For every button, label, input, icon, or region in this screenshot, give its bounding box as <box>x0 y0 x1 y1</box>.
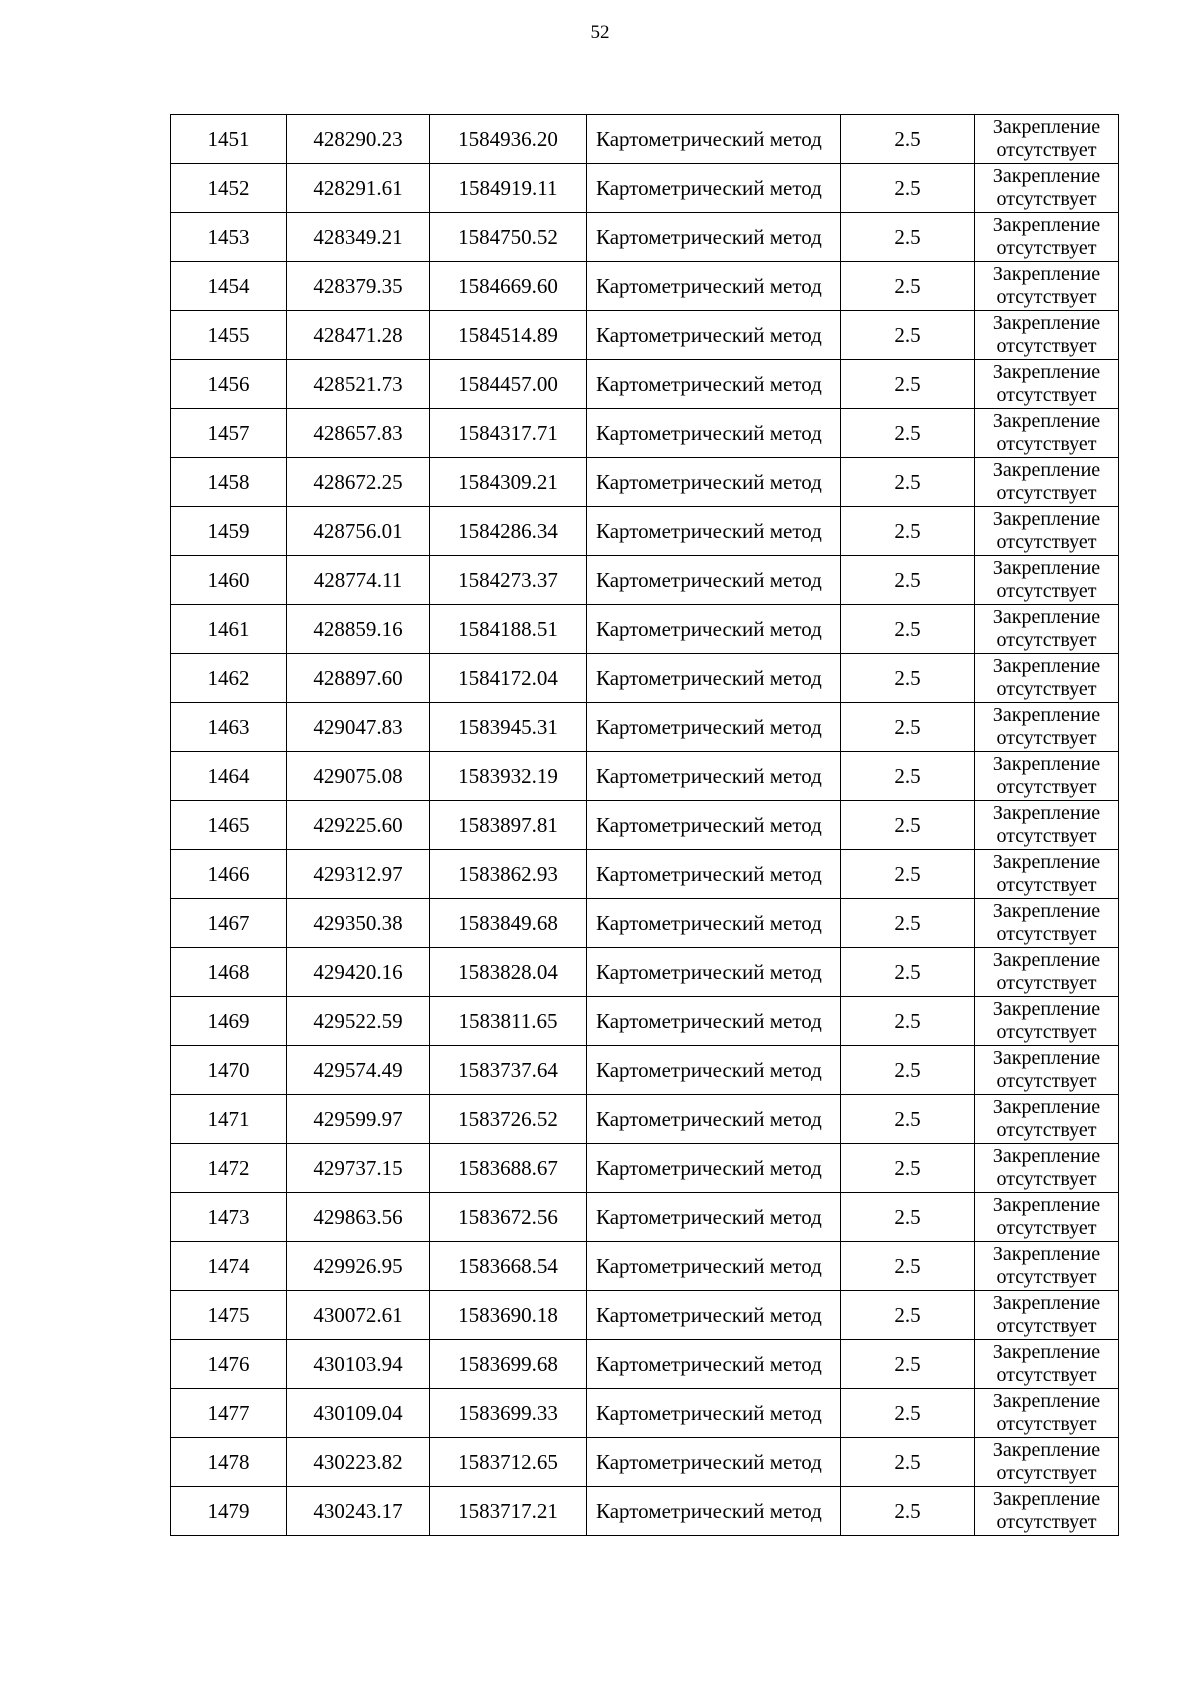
y-coordinate-cell: 1583690.18 <box>430 1291 587 1340</box>
fixing-text-line: Закрепление <box>992 704 1101 726</box>
fixing-text-line: отсутствует <box>996 776 1097 798</box>
point-number-cell: 1456 <box>171 360 287 409</box>
fixing-text-line: отсутствует <box>996 678 1097 700</box>
point-number-cell: 1453 <box>171 213 287 262</box>
fixing-text-line: Закрепление <box>992 557 1101 579</box>
x-coordinate-cell: 428774.11 <box>287 556 430 605</box>
point-number-cell: 1474 <box>171 1242 287 1291</box>
y-coordinate-cell: 1584750.52 <box>430 213 587 262</box>
fixing-cell <box>975 311 1119 360</box>
y-coordinate-cell: 1583862.93 <box>430 850 587 899</box>
point-number-cell: 1464 <box>171 752 287 801</box>
method-cell: Картометрический метод <box>587 703 841 752</box>
method-cell: Картометрический метод <box>587 948 841 997</box>
table-row <box>171 115 1119 164</box>
fixing-text-line: Закрепление <box>992 1194 1101 1216</box>
accuracy-cell: 2.5 <box>841 115 975 164</box>
fixing-text-line: отсутствует <box>996 1168 1097 1190</box>
x-coordinate-cell: 429075.08 <box>287 752 430 801</box>
fixing-text-line: Закрепление <box>992 1439 1101 1461</box>
fixing-cell <box>975 1046 1119 1095</box>
table-row <box>171 458 1119 507</box>
fixing-text-line: отсутствует <box>996 1511 1097 1533</box>
accuracy-cell: 2.5 <box>841 605 975 654</box>
point-number-cell: 1459 <box>171 507 287 556</box>
fixing-cell <box>975 1487 1119 1536</box>
accuracy-cell: 2.5 <box>841 997 975 1046</box>
fixing-text-line: Закрепление <box>992 508 1101 530</box>
fixing-text-line: отсутствует <box>996 580 1097 602</box>
fixing-cell <box>975 115 1119 164</box>
method-cell: Картометрический метод <box>587 605 841 654</box>
table-row <box>171 1340 1119 1389</box>
fixing-text-line: отсутствует <box>996 972 1097 994</box>
fixing-cell <box>975 899 1119 948</box>
fixing-cell <box>975 997 1119 1046</box>
fixing-cell <box>975 1291 1119 1340</box>
fixing-cell <box>975 948 1119 997</box>
method-cell: Картометрический метод <box>587 1242 841 1291</box>
fixing-text-line: отсутствует <box>996 384 1097 406</box>
coordinates-table <box>170 114 1119 1536</box>
table-row <box>171 752 1119 801</box>
accuracy-cell: 2.5 <box>841 654 975 703</box>
x-coordinate-cell: 428897.60 <box>287 654 430 703</box>
fixing-cell <box>975 605 1119 654</box>
table-row <box>171 409 1119 458</box>
method-cell: Картометрический метод <box>587 409 841 458</box>
fixing-cell <box>975 164 1119 213</box>
accuracy-cell: 2.5 <box>841 1340 975 1389</box>
accuracy-cell: 2.5 <box>841 1438 975 1487</box>
accuracy-cell: 2.5 <box>841 262 975 311</box>
fixing-text-line: Закрепление <box>992 1096 1101 1118</box>
table-row <box>171 948 1119 997</box>
method-cell: Картометрический метод <box>587 164 841 213</box>
y-coordinate-cell: 1584273.37 <box>430 556 587 605</box>
y-coordinate-cell: 1583712.65 <box>430 1438 587 1487</box>
y-coordinate-cell: 1584936.20 <box>430 115 587 164</box>
accuracy-cell: 2.5 <box>841 164 975 213</box>
accuracy-cell: 2.5 <box>841 948 975 997</box>
table-row <box>171 507 1119 556</box>
point-number-cell: 1469 <box>171 997 287 1046</box>
y-coordinate-cell: 1583726.52 <box>430 1095 587 1144</box>
fixing-text-line: Закрепление <box>992 900 1101 922</box>
fixing-text-line: отсутствует <box>996 1266 1097 1288</box>
method-cell: Картометрический метод <box>587 1389 841 1438</box>
table-row <box>171 1046 1119 1095</box>
fixing-text-line: отсутствует <box>996 1315 1097 1337</box>
accuracy-cell: 2.5 <box>841 458 975 507</box>
fixing-text-line: Закрепление <box>992 998 1101 1020</box>
y-coordinate-cell: 1583737.64 <box>430 1046 587 1095</box>
fixing-text-line: отсутствует <box>996 237 1097 259</box>
accuracy-cell: 2.5 <box>841 556 975 605</box>
y-coordinate-cell: 1584172.04 <box>430 654 587 703</box>
point-number-cell: 1457 <box>171 409 287 458</box>
y-coordinate-cell: 1584457.00 <box>430 360 587 409</box>
table-row <box>171 1144 1119 1193</box>
method-cell: Картометрический метод <box>587 262 841 311</box>
fixing-cell <box>975 262 1119 311</box>
method-cell: Картометрический метод <box>587 1095 841 1144</box>
y-coordinate-cell: 1583811.65 <box>430 997 587 1046</box>
point-number-cell: 1478 <box>171 1438 287 1487</box>
accuracy-cell: 2.5 <box>841 850 975 899</box>
point-number-cell: 1473 <box>171 1193 287 1242</box>
table-row <box>171 556 1119 605</box>
fixing-cell <box>975 213 1119 262</box>
fixing-cell <box>975 1095 1119 1144</box>
x-coordinate-cell: 429225.60 <box>287 801 430 850</box>
accuracy-cell: 2.5 <box>841 360 975 409</box>
method-cell: Картометрический метод <box>587 115 841 164</box>
method-cell: Картометрический метод <box>587 801 841 850</box>
fixing-cell <box>975 1438 1119 1487</box>
x-coordinate-cell: 428657.83 <box>287 409 430 458</box>
fixing-text-line: отсутствует <box>996 286 1097 308</box>
x-coordinate-cell: 428859.16 <box>287 605 430 654</box>
table-row <box>171 801 1119 850</box>
point-number-cell: 1460 <box>171 556 287 605</box>
method-cell: Картометрический метод <box>587 311 841 360</box>
fixing-text-line: отсутствует <box>996 188 1097 210</box>
fixing-cell <box>975 458 1119 507</box>
method-cell: Картометрический метод <box>587 507 841 556</box>
method-cell: Картометрический метод <box>587 556 841 605</box>
fixing-text-line: Закрепление <box>992 753 1101 775</box>
accuracy-cell: 2.5 <box>841 213 975 262</box>
point-number-cell: 1471 <box>171 1095 287 1144</box>
table-row <box>171 899 1119 948</box>
fixing-text-line: отсутствует <box>996 139 1097 161</box>
accuracy-cell: 2.5 <box>841 1389 975 1438</box>
method-cell: Картометрический метод <box>587 458 841 507</box>
accuracy-cell: 2.5 <box>841 1046 975 1095</box>
x-coordinate-cell: 428471.28 <box>287 311 430 360</box>
table-row <box>171 1438 1119 1487</box>
method-cell: Картометрический метод <box>587 1144 841 1193</box>
point-number-cell: 1476 <box>171 1340 287 1389</box>
page-number: 52 <box>590 22 610 43</box>
method-cell: Картометрический метод <box>587 654 841 703</box>
table-row <box>171 605 1119 654</box>
table-row <box>171 164 1119 213</box>
x-coordinate-cell: 428756.01 <box>287 507 430 556</box>
fixing-cell <box>975 1193 1119 1242</box>
fixing-text-line: Закрепление <box>992 802 1101 824</box>
fixing-text-line: Закрепление <box>992 655 1101 677</box>
coordinates-table-body <box>171 115 1119 1536</box>
fixing-text-line: отсутствует <box>996 482 1097 504</box>
fixing-text-line: Закрепление <box>992 410 1101 432</box>
fixing-text-line: отсутствует <box>996 727 1097 749</box>
y-coordinate-cell: 1584286.34 <box>430 507 587 556</box>
method-cell: Картометрический метод <box>587 1046 841 1095</box>
y-coordinate-cell: 1584514.89 <box>430 311 587 360</box>
point-number-cell: 1470 <box>171 1046 287 1095</box>
point-number-cell: 1465 <box>171 801 287 850</box>
fixing-cell <box>975 409 1119 458</box>
table-row <box>171 1095 1119 1144</box>
x-coordinate-cell: 428521.73 <box>287 360 430 409</box>
x-coordinate-cell: 429737.15 <box>287 1144 430 1193</box>
method-cell: Картометрический метод <box>587 1340 841 1389</box>
y-coordinate-cell: 1583897.81 <box>430 801 587 850</box>
fixing-text-line: отсутствует <box>996 1217 1097 1239</box>
fixing-cell <box>975 703 1119 752</box>
fixing-text-line: отсутствует <box>996 1021 1097 1043</box>
table-row <box>171 654 1119 703</box>
point-number-cell: 1477 <box>171 1389 287 1438</box>
fixing-text-line: Закрепление <box>992 1145 1101 1167</box>
point-number-cell: 1458 <box>171 458 287 507</box>
x-coordinate-cell: 428379.35 <box>287 262 430 311</box>
point-number-cell: 1461 <box>171 605 287 654</box>
y-coordinate-cell: 1584309.21 <box>430 458 587 507</box>
x-coordinate-cell: 429047.83 <box>287 703 430 752</box>
table-row <box>171 213 1119 262</box>
x-coordinate-cell: 430103.94 <box>287 1340 430 1389</box>
table-row <box>171 997 1119 1046</box>
fixing-text-line: Закрепление <box>992 116 1101 138</box>
x-coordinate-cell: 429574.49 <box>287 1046 430 1095</box>
table-row <box>171 1487 1119 1536</box>
accuracy-cell: 2.5 <box>841 1242 975 1291</box>
fixing-cell <box>975 752 1119 801</box>
fixing-text-line: отсутствует <box>996 1070 1097 1092</box>
method-cell: Картометрический метод <box>587 997 841 1046</box>
x-coordinate-cell: 429863.56 <box>287 1193 430 1242</box>
method-cell: Картометрический метод <box>587 1438 841 1487</box>
fixing-text-line: Закрепление <box>992 606 1101 628</box>
fixing-text-line: Закрепление <box>992 1047 1101 1069</box>
fixing-text-line: Закрепление <box>992 214 1101 236</box>
x-coordinate-cell: 429312.97 <box>287 850 430 899</box>
point-number-cell: 1454 <box>171 262 287 311</box>
x-coordinate-cell: 430109.04 <box>287 1389 430 1438</box>
fixing-text-line: Закрепление <box>992 459 1101 481</box>
y-coordinate-cell: 1584317.71 <box>430 409 587 458</box>
fixing-text-line: отсутствует <box>996 874 1097 896</box>
fixing-text-line: Закрепление <box>992 1243 1101 1265</box>
fixing-cell <box>975 801 1119 850</box>
table-row <box>171 703 1119 752</box>
table-row <box>171 850 1119 899</box>
point-number-cell: 1472 <box>171 1144 287 1193</box>
accuracy-cell: 2.5 <box>841 899 975 948</box>
table-row <box>171 1291 1119 1340</box>
fixing-cell <box>975 1144 1119 1193</box>
point-number-cell: 1468 <box>171 948 287 997</box>
fixing-text-line: отсутствует <box>996 1413 1097 1435</box>
fixing-text-line: отсутствует <box>996 1462 1097 1484</box>
point-number-cell: 1475 <box>171 1291 287 1340</box>
point-number-cell: 1462 <box>171 654 287 703</box>
x-coordinate-cell: 429350.38 <box>287 899 430 948</box>
y-coordinate-cell: 1583699.68 <box>430 1340 587 1389</box>
y-coordinate-cell: 1583932.19 <box>430 752 587 801</box>
x-coordinate-cell: 429926.95 <box>287 1242 430 1291</box>
fixing-text-line: отсутствует <box>996 923 1097 945</box>
fixing-cell <box>975 360 1119 409</box>
table-row <box>171 1389 1119 1438</box>
fixing-text-line: Закрепление <box>992 1341 1101 1363</box>
y-coordinate-cell: 1584669.60 <box>430 262 587 311</box>
fixing-text-line: отсутствует <box>996 433 1097 455</box>
y-coordinate-cell: 1583668.54 <box>430 1242 587 1291</box>
x-coordinate-cell: 430243.17 <box>287 1487 430 1536</box>
fixing-text-line: отсутствует <box>996 1119 1097 1141</box>
method-cell: Картометрический метод <box>587 1193 841 1242</box>
accuracy-cell: 2.5 <box>841 1291 975 1340</box>
accuracy-cell: 2.5 <box>841 752 975 801</box>
x-coordinate-cell: 430072.61 <box>287 1291 430 1340</box>
fixing-text-line: Закрепление <box>992 361 1101 383</box>
method-cell: Картометрический метод <box>587 360 841 409</box>
fixing-text-line: Закрепление <box>992 165 1101 187</box>
y-coordinate-cell: 1583849.68 <box>430 899 587 948</box>
y-coordinate-cell: 1583945.31 <box>430 703 587 752</box>
fixing-text-line: Закрепление <box>992 949 1101 971</box>
fixing-cell <box>975 1340 1119 1389</box>
table-row <box>171 360 1119 409</box>
x-coordinate-cell: 429599.97 <box>287 1095 430 1144</box>
accuracy-cell: 2.5 <box>841 409 975 458</box>
fixing-text-line: Закрепление <box>992 263 1101 285</box>
accuracy-cell: 2.5 <box>841 801 975 850</box>
fixing-text-line: Закрепление <box>992 1390 1101 1412</box>
fixing-text-line: Закрепление <box>992 1292 1101 1314</box>
accuracy-cell: 2.5 <box>841 507 975 556</box>
y-coordinate-cell: 1584188.51 <box>430 605 587 654</box>
method-cell: Картометрический метод <box>587 899 841 948</box>
point-number-cell: 1479 <box>171 1487 287 1536</box>
table-row <box>171 311 1119 360</box>
y-coordinate-cell: 1583699.33 <box>430 1389 587 1438</box>
x-coordinate-cell: 428349.21 <box>287 213 430 262</box>
fixing-cell <box>975 556 1119 605</box>
point-number-cell: 1467 <box>171 899 287 948</box>
table-row <box>171 1242 1119 1291</box>
y-coordinate-cell: 1583688.67 <box>430 1144 587 1193</box>
x-coordinate-cell: 430223.82 <box>287 1438 430 1487</box>
point-number-cell: 1452 <box>171 164 287 213</box>
accuracy-cell: 2.5 <box>841 1144 975 1193</box>
y-coordinate-cell: 1584919.11 <box>430 164 587 213</box>
x-coordinate-cell: 429420.16 <box>287 948 430 997</box>
method-cell: Картометрический метод <box>587 213 841 262</box>
fixing-text-line: Закрепление <box>992 851 1101 873</box>
accuracy-cell: 2.5 <box>841 311 975 360</box>
fixing-cell <box>975 1242 1119 1291</box>
accuracy-cell: 2.5 <box>841 1095 975 1144</box>
fixing-text-line: Закрепление <box>992 312 1101 334</box>
fixing-cell <box>975 850 1119 899</box>
method-cell: Картометрический метод <box>587 752 841 801</box>
x-coordinate-cell: 429522.59 <box>287 997 430 1046</box>
fixing-text-line: отсутствует <box>996 825 1097 847</box>
fixing-text-line: отсутствует <box>996 1364 1097 1386</box>
accuracy-cell: 2.5 <box>841 1487 975 1536</box>
fixing-cell <box>975 654 1119 703</box>
y-coordinate-cell: 1583828.04 <box>430 948 587 997</box>
point-number-cell: 1466 <box>171 850 287 899</box>
fixing-cell <box>975 1389 1119 1438</box>
fixing-text-line: отсутствует <box>996 629 1097 651</box>
fixing-text-line: отсутствует <box>996 531 1097 553</box>
y-coordinate-cell: 1583717.21 <box>430 1487 587 1536</box>
table-row <box>171 262 1119 311</box>
x-coordinate-cell: 428291.61 <box>287 164 430 213</box>
x-coordinate-cell: 428672.25 <box>287 458 430 507</box>
method-cell: Картометрический метод <box>587 1291 841 1340</box>
point-number-cell: 1451 <box>171 115 287 164</box>
table-row <box>171 1193 1119 1242</box>
x-coordinate-cell: 428290.23 <box>287 115 430 164</box>
method-cell: Картометрический метод <box>587 850 841 899</box>
accuracy-cell: 2.5 <box>841 703 975 752</box>
fixing-text-line: отсутствует <box>996 335 1097 357</box>
fixing-cell <box>975 507 1119 556</box>
y-coordinate-cell: 1583672.56 <box>430 1193 587 1242</box>
method-cell: Картометрический метод <box>587 1487 841 1536</box>
fixing-text-line: Закрепление <box>992 1488 1101 1510</box>
point-number-cell: 1463 <box>171 703 287 752</box>
point-number-cell: 1455 <box>171 311 287 360</box>
accuracy-cell: 2.5 <box>841 1193 975 1242</box>
